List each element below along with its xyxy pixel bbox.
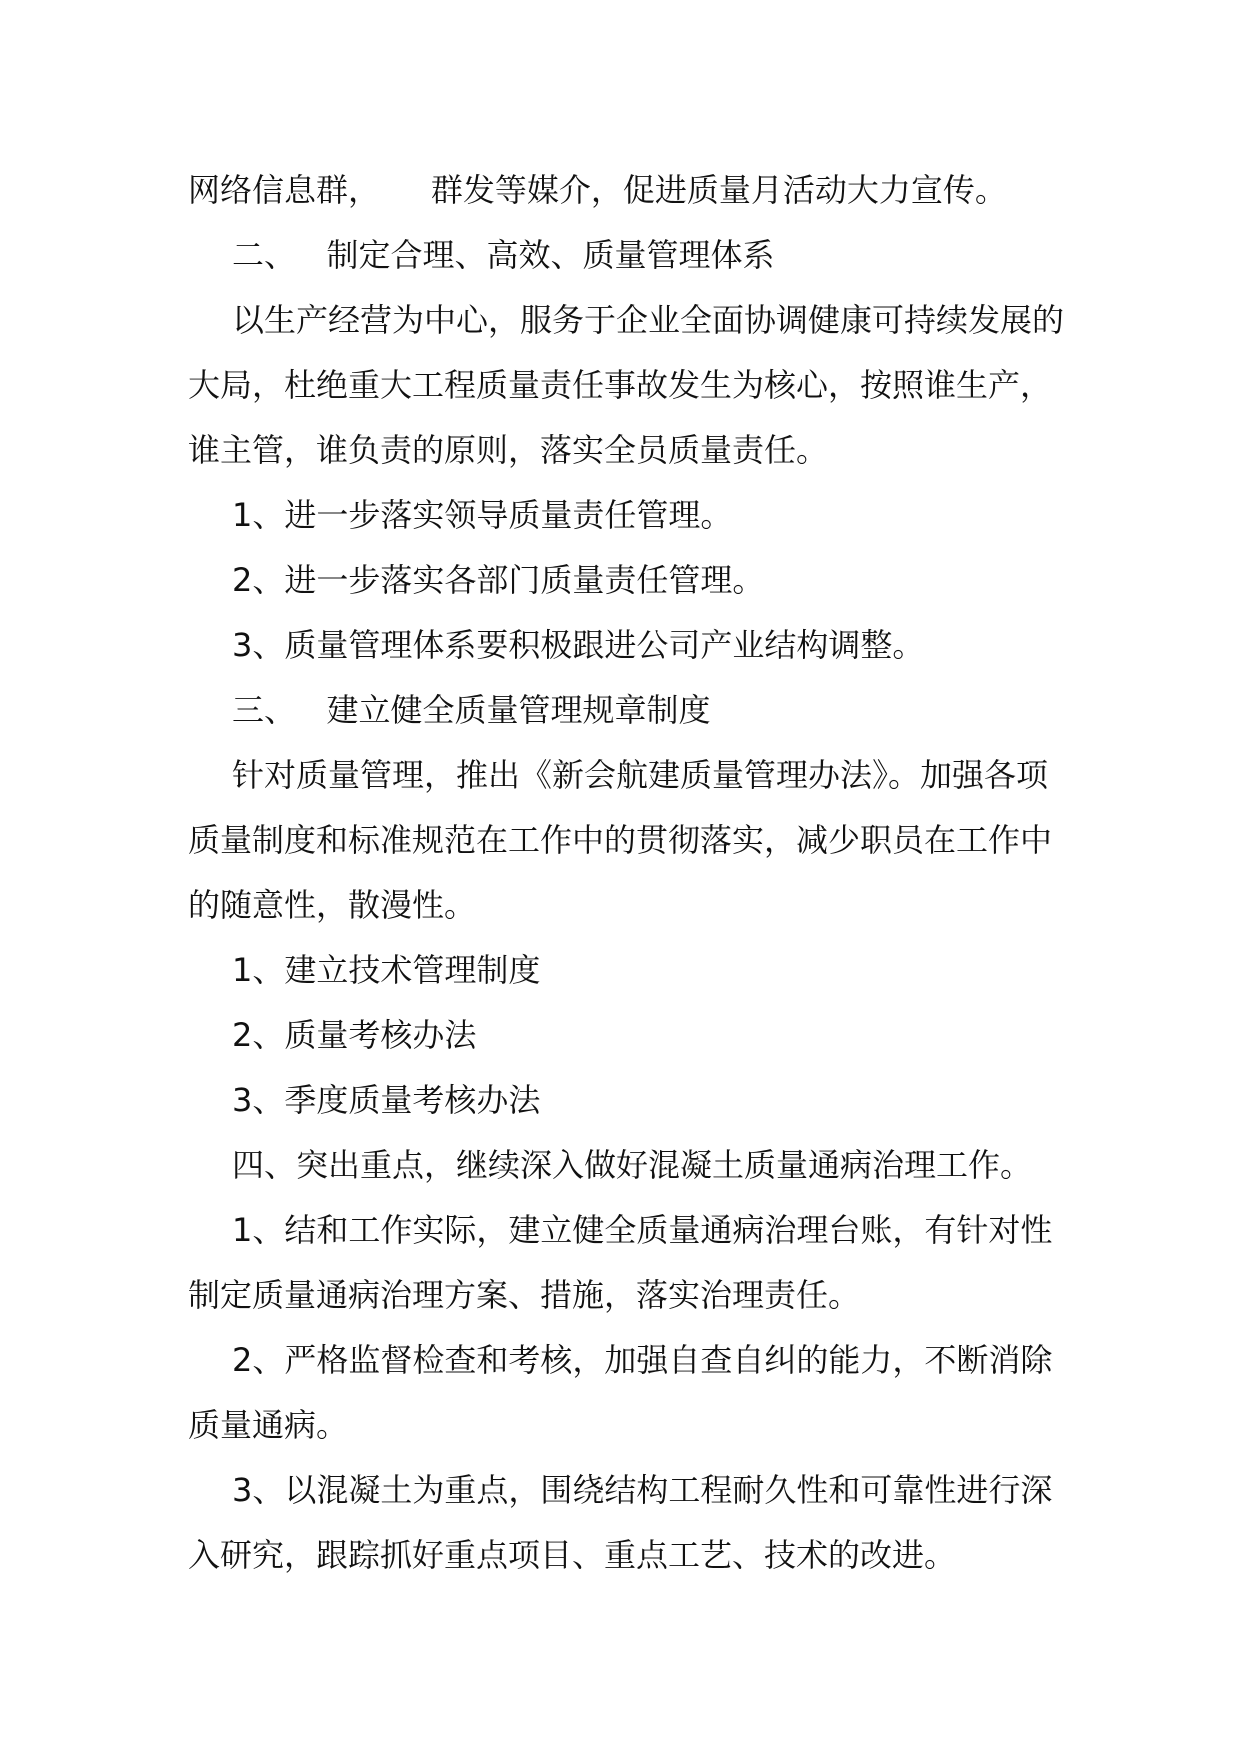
list-item: 1、结和工作实际，建立健全质量通病治理台账，有针对性制定质量通病治理方案、措施，落实治理责任。	[188, 1211, 1053, 1314]
list-item: 3、质量管理体系要积极跟进公司产业结构调整。	[232, 626, 925, 664]
list-item: 1、进一步落实领导质量责任管理。	[232, 496, 733, 534]
list-item: 1、建立技术管理制度	[232, 951, 541, 989]
section-heading: 四、突出重点，继续深入做好混凝土质量通病治理工作。	[232, 1146, 1033, 1184]
list-item: 2、严格监督检查和考核，加强自查自纠的能力，不断消除质量通病。	[188, 1341, 1053, 1444]
list-item: 2、质量考核办法	[232, 1016, 477, 1054]
paragraph: 针对质量管理，推出《新会航建质量管理办法》。加强各项质量制度和标准规范在工作中的贯彻落实，减少职员在工作中的随意性，散漫性。	[188, 756, 1053, 924]
document-body	[188, 158, 1068, 1588]
list-item: 3、季度质量考核办法	[232, 1081, 541, 1119]
section-heading: 二、 制定合理、高效、质量管理体系	[232, 236, 775, 274]
list-item: 3、以混凝土为重点，围绕结构工程耐久性和可靠性进行深入研究，跟踪抓好重点项目、重点工艺、技术的改进。	[188, 1471, 1053, 1574]
paragraph: 网络信息群， 群发等媒介，促进质量月活动大力宣传。	[188, 171, 1007, 209]
list-item: 2、进一步落实各部门质量责任管理。	[232, 561, 765, 599]
paragraph: 以生产经营为中心，服务于企业全面协调健康可持续发展的大局，杜绝重大工程质量责任事故发生为核心，按照谁生产，谁主管，谁负责的原则，落实全员质量责任。	[188, 301, 1065, 469]
section-heading: 三、 建立健全质量管理规章制度	[232, 691, 711, 729]
